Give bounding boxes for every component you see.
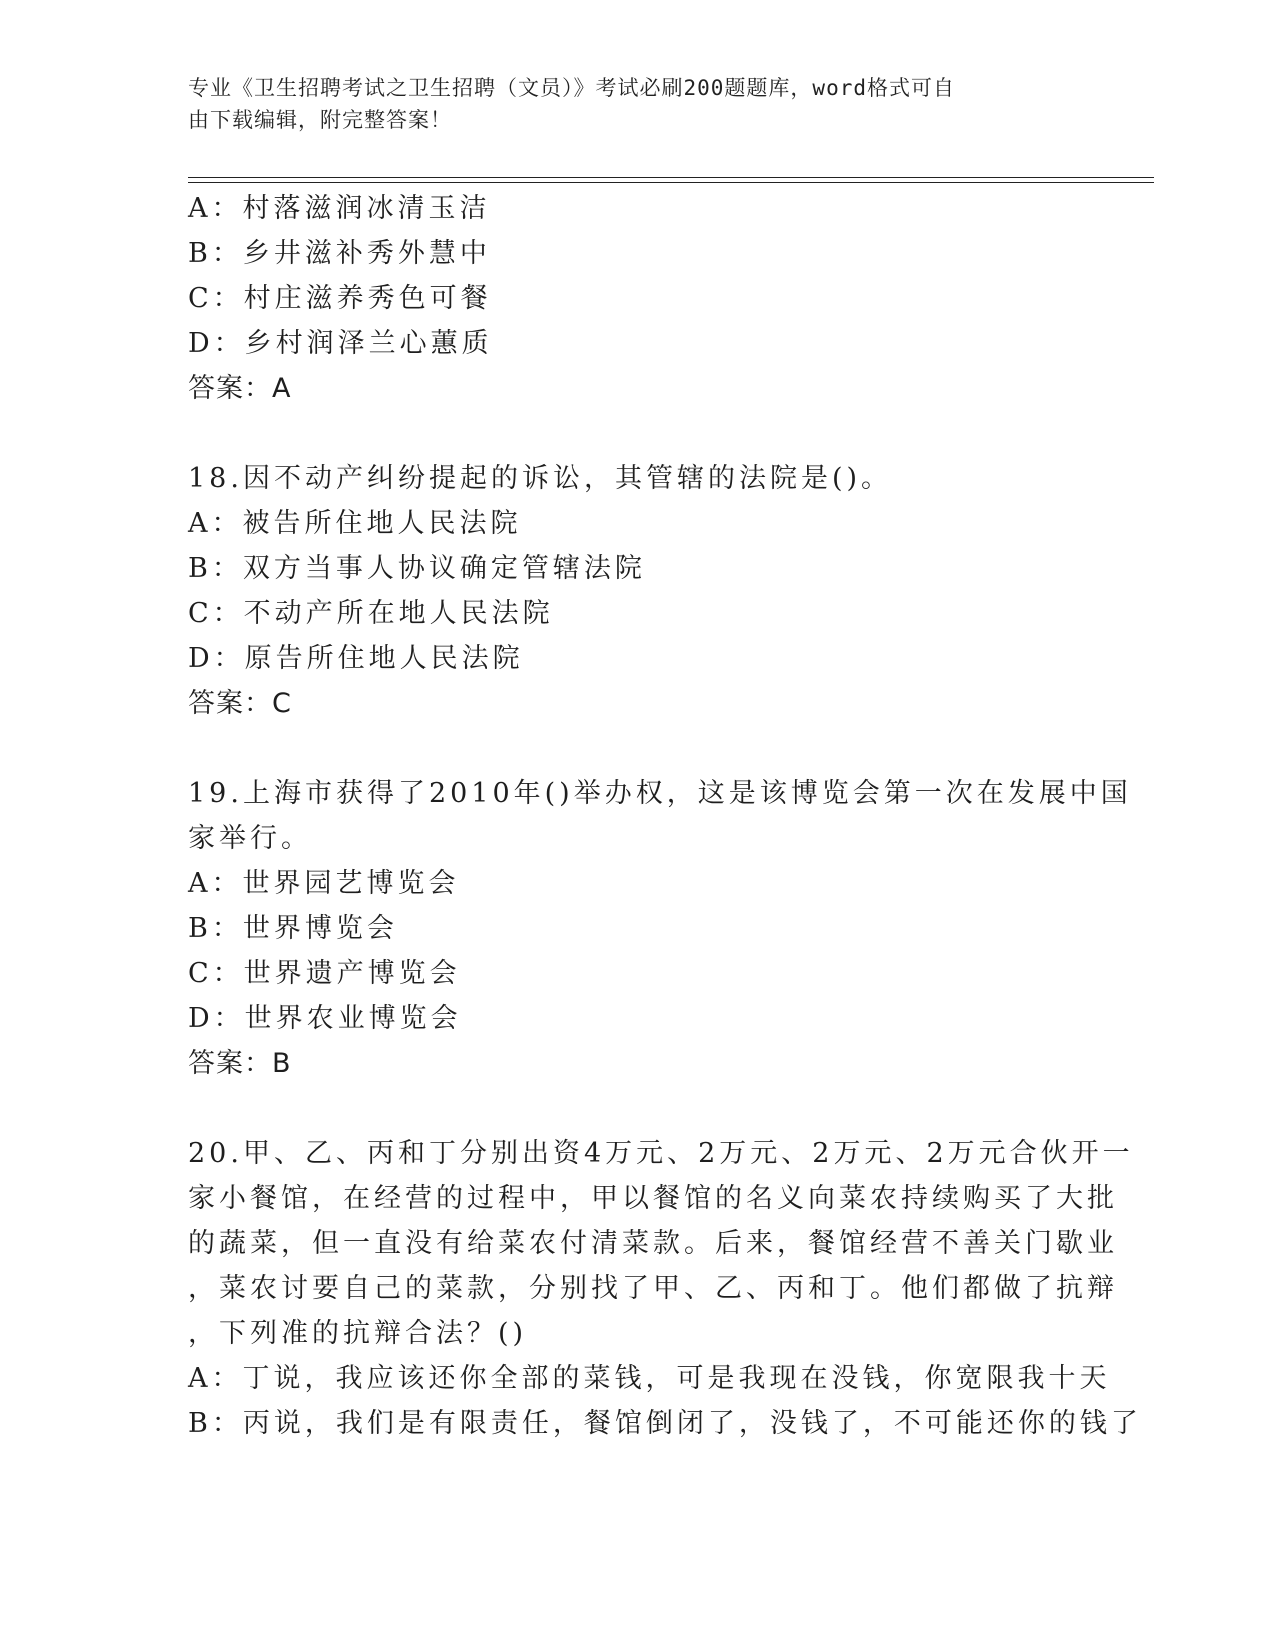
q19-option-c: C：世界遗产博览会	[188, 958, 461, 989]
q18-stem: 18.因不动产纠纷提起的诉讼，其管辖的法院是()。	[188, 463, 893, 494]
q19-answer: 答案：B	[188, 1048, 292, 1079]
q19-stem-line-1: 19.上海市获得了2010年()举办权，这是该博览会第一次在发展中国	[188, 778, 1132, 809]
q17-answer: 答案：A	[188, 373, 292, 404]
header-divider-bottom	[188, 182, 1154, 183]
q17-option-d: D：乡村润泽兰心蕙质	[188, 328, 493, 359]
q17-option-b: B：乡井滋补秀外慧中	[188, 238, 491, 269]
q19-option-a: A：世界园艺博览会	[188, 868, 460, 899]
q20-stem-line-3: 的蔬菜，但一直没有给菜农付清菜款。后来，餐馆经营不善关门歇业	[188, 1228, 1118, 1259]
q18-option-b: B：双方当事人协议确定管辖法院	[188, 553, 646, 584]
header-divider-top	[188, 177, 1154, 178]
q19-option-d: D：世界农业博览会	[188, 1003, 462, 1034]
q20-option-b: B：丙说，我们是有限责任，餐馆倒闭了，没钱了，不可能还你的钱了	[188, 1408, 1142, 1439]
q18-option-a: A：被告所住地人民法院	[188, 508, 522, 539]
q20-stem-line-4: ，菜农讨要自己的菜款，分别找了甲、乙、丙和丁。他们都做了抗辩	[188, 1273, 1118, 1304]
q18-answer: 答案：C	[188, 688, 292, 719]
q17-option-a: A：村落滋润冰清玉洁	[188, 193, 491, 224]
header-line-1: 专业《卫生招聘考试之卫生招聘（文员）》考试必刷200题题库，word格式可自	[188, 76, 955, 100]
q20-stem-line-5: ，下列准的抗辩合法？()	[188, 1318, 528, 1349]
q19-option-b: B：世界博览会	[188, 913, 398, 944]
q20-stem-line-1: 20.甲、乙、丙和丁分别出资4万元、2万元、2万元、2万元合伙开一	[188, 1138, 1134, 1169]
q20-stem-line-2: 家小餐馆，在经营的过程中，甲以餐馆的名义向菜农持续购买了大批	[188, 1183, 1118, 1214]
q20-option-a: A：丁说，我应该还你全部的菜钱，可是我现在没钱，你宽限我十天	[188, 1363, 1111, 1394]
document-header	[188, 72, 1078, 136]
q18-option-d: D：原告所住地人民法院	[188, 643, 524, 674]
q17-option-c: C：村庄滋养秀色可餐	[188, 283, 492, 314]
q19-stem-line-2: 家举行。	[188, 823, 312, 854]
q18-option-c: C：不动产所在地人民法院	[188, 598, 554, 629]
header-line-2: 由下载编辑，附完整答案！	[188, 108, 452, 132]
